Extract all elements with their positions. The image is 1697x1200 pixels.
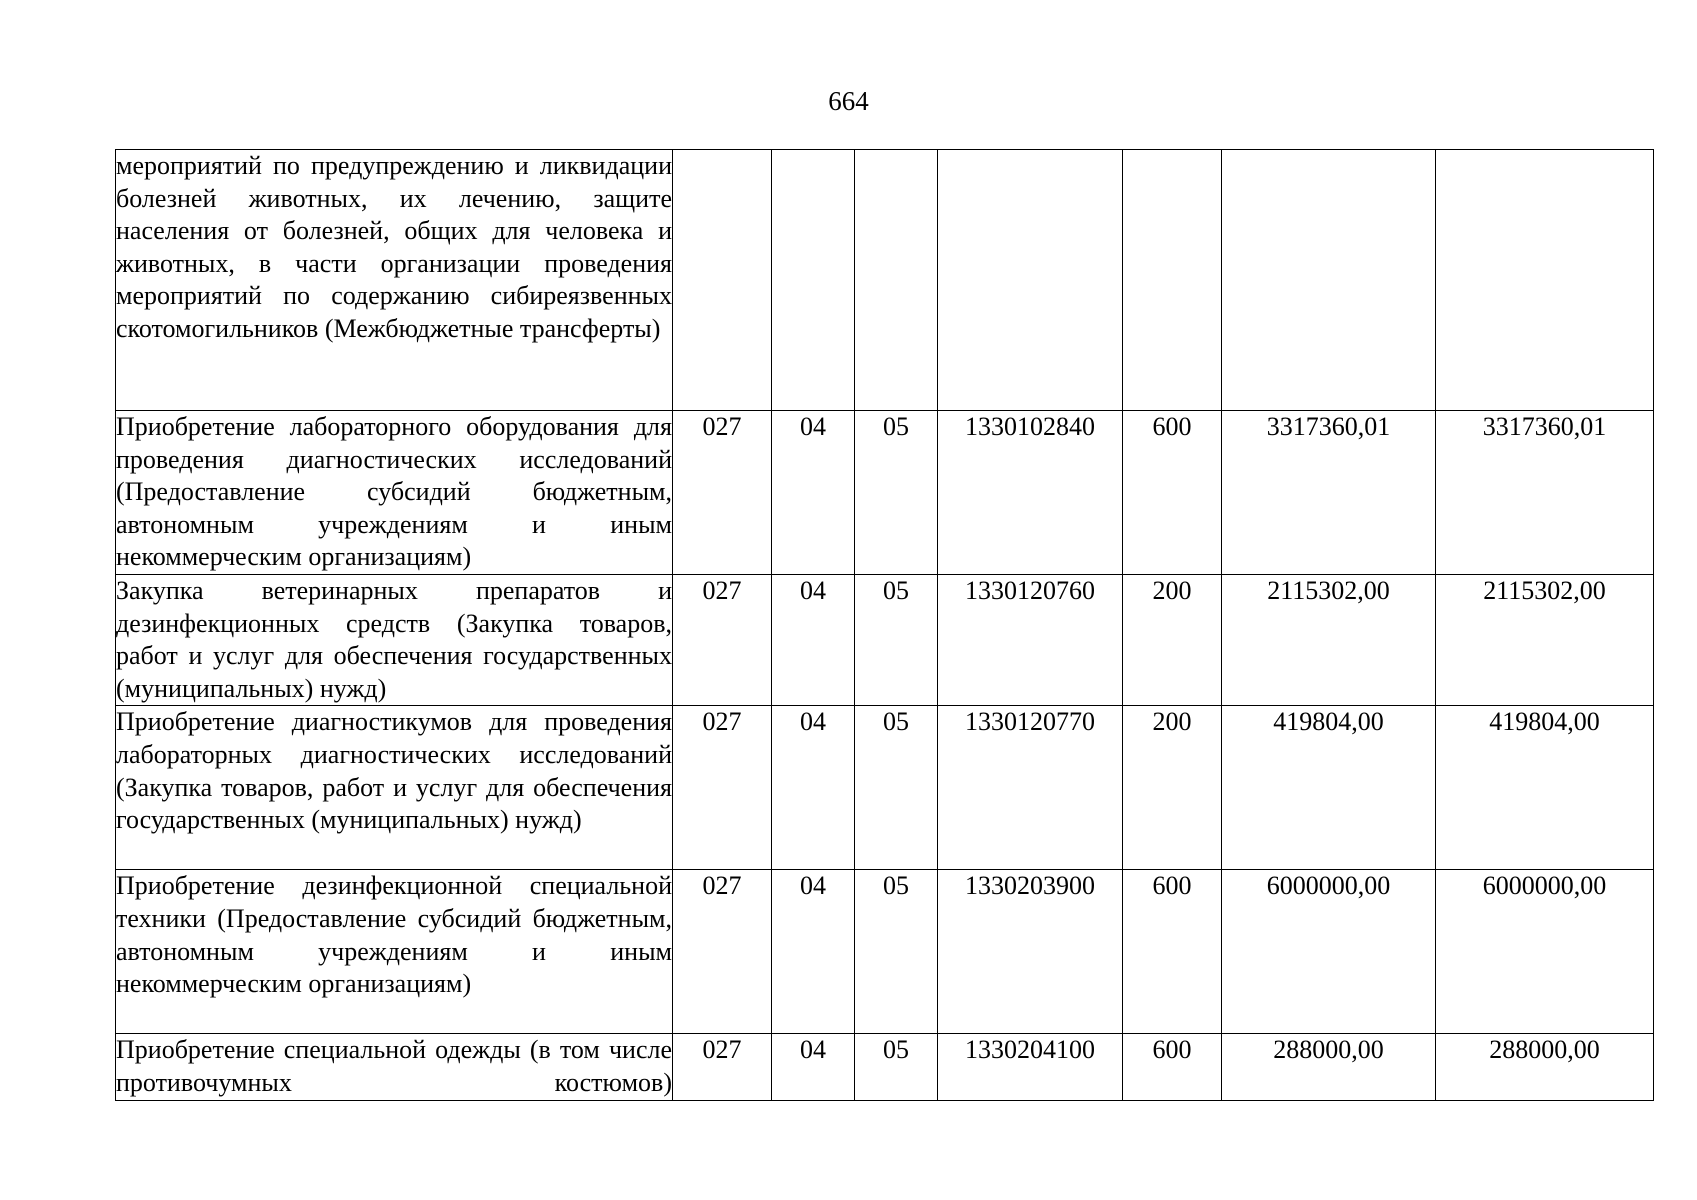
subsection-cell bbox=[855, 150, 938, 411]
expense-type-cell: 600 bbox=[1123, 411, 1222, 575]
row-description: Приобретение дезинфекционной специальной техники (Предоставление субсидий бюджетным, автономным учреждениям и иным некоммерческим организациям) bbox=[116, 871, 672, 999]
table-row bbox=[116, 411, 1654, 575]
amount-federal-cell: 419804,00 bbox=[1436, 706, 1654, 870]
section-cell: 04 bbox=[772, 411, 855, 575]
section-cell: 04 bbox=[772, 575, 855, 706]
expense-type-cell: 200 bbox=[1123, 575, 1222, 706]
expense-type-cell: 600 bbox=[1123, 870, 1222, 1034]
description-cell bbox=[116, 411, 673, 575]
amount-federal-cell: 2115302,00 bbox=[1436, 575, 1654, 706]
subsection-cell: 05 bbox=[855, 411, 938, 575]
target-article-cell: 1330204100 bbox=[938, 1034, 1123, 1101]
ministry-cell: 027 bbox=[673, 706, 772, 870]
description-cell bbox=[116, 150, 673, 411]
page-number: 664 bbox=[828, 86, 869, 116]
amount-federal-cell: 3317360,01 bbox=[1436, 411, 1654, 575]
amount-total-cell: 3317360,01 bbox=[1222, 411, 1436, 575]
subsection-cell: 05 bbox=[855, 870, 938, 1034]
description-cell bbox=[116, 1034, 673, 1101]
description-cell bbox=[116, 706, 673, 870]
ministry-cell: 027 bbox=[673, 411, 772, 575]
ministry-cell: 027 bbox=[673, 1034, 772, 1101]
description-cell bbox=[116, 870, 673, 1034]
section-cell: 04 bbox=[772, 870, 855, 1034]
table-row bbox=[116, 706, 1654, 870]
description-cell bbox=[116, 575, 673, 706]
target-article-cell: 1330203900 bbox=[938, 870, 1123, 1034]
amount-federal-cell: 6000000,00 bbox=[1436, 870, 1654, 1034]
row-description: Закупка ветеринарных препаратов и дезинфекционных средств (Закупка товаров, работ и услуг для обеспечения государственных (муниципальных) нужд) bbox=[116, 576, 672, 703]
ministry-cell bbox=[673, 150, 772, 411]
table-row bbox=[116, 1034, 1654, 1101]
target-article-cell: 1330120760 bbox=[938, 575, 1123, 706]
row-description: Приобретение специальной одежды (в том числе противочумных костюмов) bbox=[116, 1035, 672, 1097]
section-cell: 04 bbox=[772, 1034, 855, 1101]
amount-federal-cell: 288000,00 bbox=[1436, 1034, 1654, 1101]
ministry-cell: 027 bbox=[673, 870, 772, 1034]
amount-total-cell: 2115302,00 bbox=[1222, 575, 1436, 706]
amount-federal-cell bbox=[1436, 150, 1654, 411]
section-cell: 04 bbox=[772, 706, 855, 870]
row-description: мероприятий по предупреждению и ликвидации болезней животных, их лечению, защите населения от болезней, общих для человека и животных, в части организации проведения мероприятий по содержанию сибиреязвенных скотомогильников (Межбюджетные трансферты) bbox=[116, 151, 672, 343]
row-description: Приобретение лабораторного оборудования для проведения диагностических исследований (Предоставление субсидий бюджетным, автономным учреждениям и иным некоммерческим организациям) bbox=[116, 412, 672, 572]
expense-type-cell: 600 bbox=[1123, 1034, 1222, 1101]
amount-total-cell: 6000000,00 bbox=[1222, 870, 1436, 1034]
target-article-cell: 1330120770 bbox=[938, 706, 1123, 870]
subsection-cell: 05 bbox=[855, 1034, 938, 1101]
ministry-cell: 027 bbox=[673, 575, 772, 706]
subsection-cell: 05 bbox=[855, 575, 938, 706]
section-cell bbox=[772, 150, 855, 411]
expense-type-cell bbox=[1123, 150, 1222, 411]
table-row bbox=[116, 150, 1654, 411]
amount-total-cell: 419804,00 bbox=[1222, 706, 1436, 870]
target-article-cell bbox=[938, 150, 1123, 411]
amount-total-cell bbox=[1222, 150, 1436, 411]
amount-total-cell: 288000,00 bbox=[1222, 1034, 1436, 1101]
budget-table bbox=[115, 149, 1654, 1101]
expense-type-cell: 200 bbox=[1123, 706, 1222, 870]
row-description: Приобретение диагностикумов для проведения лабораторных диагностических исследований (Закупка товаров, работ и услуг для обеспечения государственных (муниципальных) нужд) bbox=[116, 707, 672, 835]
table-row bbox=[116, 870, 1654, 1034]
table-row bbox=[116, 575, 1654, 706]
target-article-cell: 1330102840 bbox=[938, 411, 1123, 575]
subsection-cell: 05 bbox=[855, 706, 938, 870]
